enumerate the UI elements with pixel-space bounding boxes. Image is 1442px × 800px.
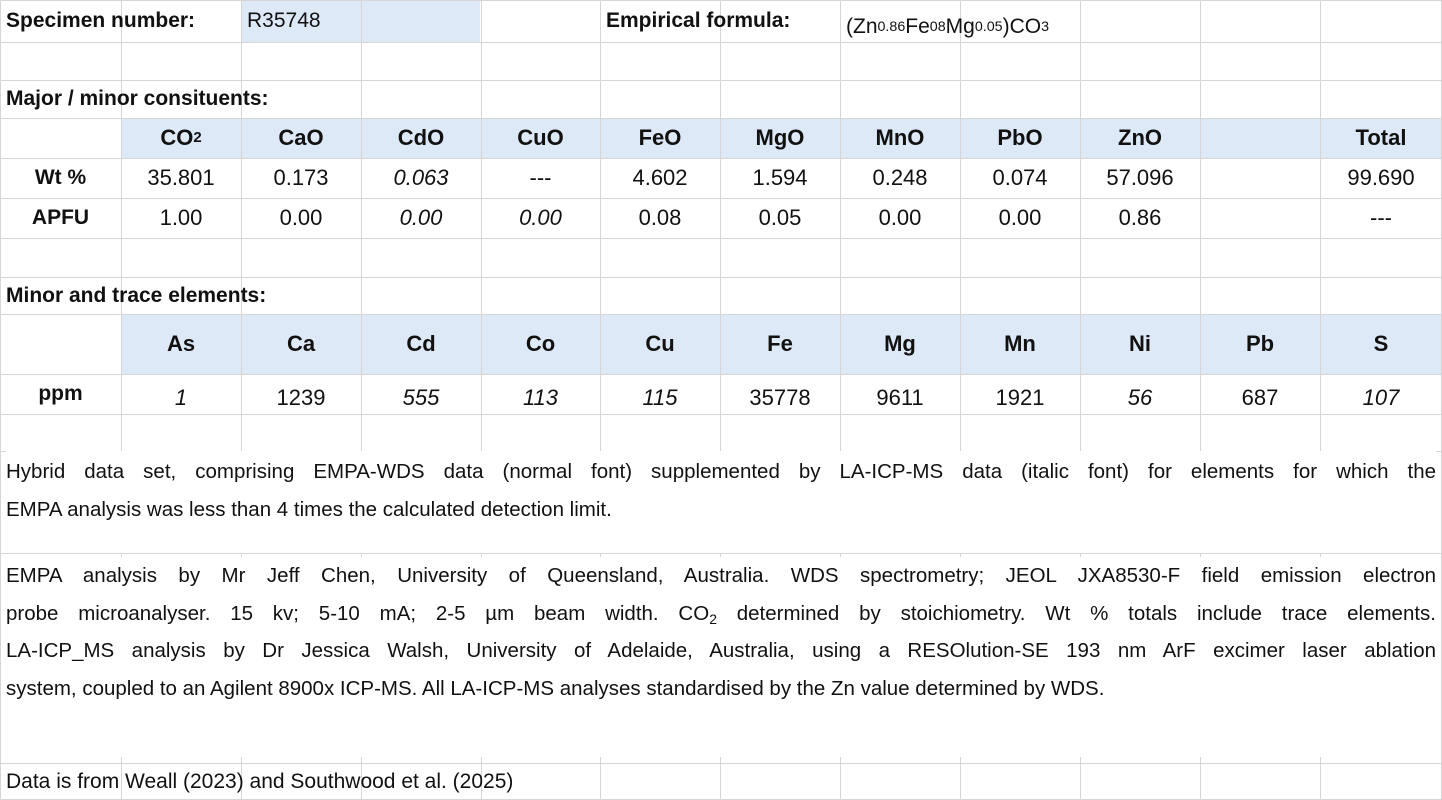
table-cell[interactable]: 99.690 xyxy=(1347,165,1415,190)
major-column-header[interactable] xyxy=(840,118,960,158)
table-cell[interactable]: 0.08 xyxy=(638,205,682,230)
formula-label: Empirical formula: xyxy=(606,9,791,32)
row-label[interactable]: ppm xyxy=(38,382,83,405)
table-cell[interactable]: 115 xyxy=(642,385,678,410)
table-cell[interactable]: 0.00 xyxy=(519,205,562,230)
empirical-formula[interactable]: (Zn 0.86 Fe 08 Mg 0.05 )CO 3 xyxy=(846,15,1050,38)
table-cell[interactable]: 687 xyxy=(1241,385,1279,410)
table-cell[interactable] xyxy=(1200,158,1320,198)
table-cell[interactable]: 0.05 xyxy=(758,205,802,230)
table-cell[interactable]: 1921 xyxy=(995,385,1045,410)
column-header-text: CO xyxy=(160,125,194,150)
table-cell[interactable]: 0.00 xyxy=(279,205,323,230)
major-section-title: Major / minor consituents: xyxy=(6,87,269,110)
table-cell[interactable]: --- xyxy=(1370,205,1392,230)
formula-part: (Zn xyxy=(846,15,878,38)
note-line: system, coupled to an Agilent 8900x ICP-MS. All LA-ICP-MS analyses standardised by the Zn value determined by WDS. xyxy=(6,676,1105,700)
row-label[interactable]: APFU xyxy=(31,206,90,229)
trace-column-header[interactable]: S xyxy=(1373,331,1389,356)
trace-column-header[interactable]: As xyxy=(166,331,196,356)
table-cell[interactable]: 0.00 xyxy=(878,205,922,230)
major-column-header[interactable]: CO 2 xyxy=(160,125,202,150)
table-cell[interactable]: 35778 xyxy=(749,385,811,410)
trace-column-header[interactable]: Ni xyxy=(1129,331,1151,356)
column-header-text: PbO xyxy=(997,125,1043,150)
specimen-value[interactable]: R35748 xyxy=(247,9,321,32)
major-column-header[interactable] xyxy=(1320,118,1442,158)
trace-section-title: Minor and trace elements: xyxy=(6,283,267,307)
table-cell[interactable]: 56 xyxy=(1127,385,1153,410)
note-line xyxy=(6,595,1436,633)
gridline-horizontal xyxy=(0,374,1442,375)
major-column-header[interactable] xyxy=(720,118,840,158)
major-column-header[interactable] xyxy=(1080,118,1200,158)
table-cell[interactable]: 555 xyxy=(402,385,440,410)
major-column-header[interactable] xyxy=(241,118,361,158)
table-cell[interactable]: 57.096 xyxy=(1106,165,1174,190)
table-cell[interactable]: --- xyxy=(529,165,552,190)
column-header-text: ZnO xyxy=(1118,125,1162,150)
table-cell[interactable]: 0.063 xyxy=(393,165,449,190)
major-column-header[interactable] xyxy=(481,118,600,158)
trace-column-header[interactable]: Cu xyxy=(645,331,675,356)
trace-column-header[interactable]: Co xyxy=(525,331,556,356)
table-cell[interactable]: 0.00 xyxy=(399,205,443,230)
table-cell[interactable]: 1 xyxy=(174,385,188,410)
note-subscript: 2 xyxy=(709,610,717,627)
major-column-header[interactable] xyxy=(1200,118,1320,158)
column-header-text: MnO xyxy=(875,125,925,150)
trace-column-header[interactable]: Fe xyxy=(767,331,793,356)
formula-part: Mg xyxy=(945,15,975,38)
note-line: Hybrid data set, comprising EMPA-WDS data (normal font) supplemented by LA-ICP-MS data (italic font) for elements for which the xyxy=(6,460,1436,483)
gridline-horizontal xyxy=(0,42,1442,43)
table-cell[interactable]: 35.801 xyxy=(147,165,215,190)
note-text: probe microanalyser. 15 kv; 5-10 mA; 2-5 µm beam width. CO xyxy=(6,601,710,625)
table-cell[interactable]: 0.86 xyxy=(1118,205,1162,230)
major-column-header[interactable] xyxy=(600,118,720,158)
note-line: LA-ICP_MS analysis by Dr Jessica Walsh, University of Adelaide, Australia, using a RESOlution-SE 193 nm ArF excimer laser ablation xyxy=(6,639,1436,663)
table-cell[interactable]: 1239 xyxy=(276,385,326,410)
table-cell[interactable]: 107 xyxy=(1362,385,1400,410)
column-header-text: CuO xyxy=(517,125,564,150)
trace-column-header[interactable]: Cd xyxy=(406,331,436,356)
analysis-note xyxy=(6,557,1436,757)
column-header-text: FeO xyxy=(638,125,682,150)
column-header-text: Total xyxy=(1355,125,1407,150)
column-header-text: MgO xyxy=(755,125,805,150)
table-cell[interactable]: 1.594 xyxy=(752,165,808,190)
trace-column-header[interactable]: Pb xyxy=(1245,331,1275,356)
column-header-text: CaO xyxy=(278,125,324,150)
trace-column-header[interactable]: Mn xyxy=(1004,331,1036,356)
data-source-note: Data is from Weall (2023) and Southwood et al. (2025) xyxy=(6,769,514,793)
note-text: determined by stoichiometry. Wt % totals include trace elements. xyxy=(716,601,1436,625)
formula-part: Fe xyxy=(905,15,930,38)
specimen-label: Specimen number: xyxy=(6,9,196,32)
table-cell[interactable]: 113 xyxy=(522,385,559,410)
formula-part: )CO xyxy=(1002,15,1042,38)
trace-column-header[interactable]: Mg xyxy=(884,331,916,356)
table-cell[interactable]: 0.074 xyxy=(992,165,1048,190)
major-column-header[interactable] xyxy=(361,118,481,158)
note-line: EMPA analysis by Mr Jeff Chen, University of Queensland, Australia. WDS spectrometry; JEOL JXA8530-F field emission electron xyxy=(6,564,1436,587)
table-cell[interactable]: 9611 xyxy=(876,385,924,410)
row-label[interactable]: Wt % xyxy=(34,166,87,189)
table-cell[interactable] xyxy=(1200,198,1320,238)
table-cell[interactable]: 0.00 xyxy=(998,205,1042,230)
table-cell[interactable]: 0.173 xyxy=(273,165,329,190)
table-cell[interactable]: 0.248 xyxy=(872,165,928,190)
gridline-horizontal xyxy=(0,238,1442,239)
table-cell[interactable]: 1.00 xyxy=(159,205,203,230)
major-column-header[interactable] xyxy=(960,118,1080,158)
trace-column-header[interactable]: Ca xyxy=(286,331,316,356)
column-header-text: CdO xyxy=(397,125,445,150)
gridline-horizontal xyxy=(0,553,1442,554)
table-cell[interactable]: 4.602 xyxy=(632,165,688,190)
hybrid-note xyxy=(6,451,1436,553)
note-line: EMPA analysis was less than 4 times the calculated detection limit. xyxy=(6,497,612,521)
